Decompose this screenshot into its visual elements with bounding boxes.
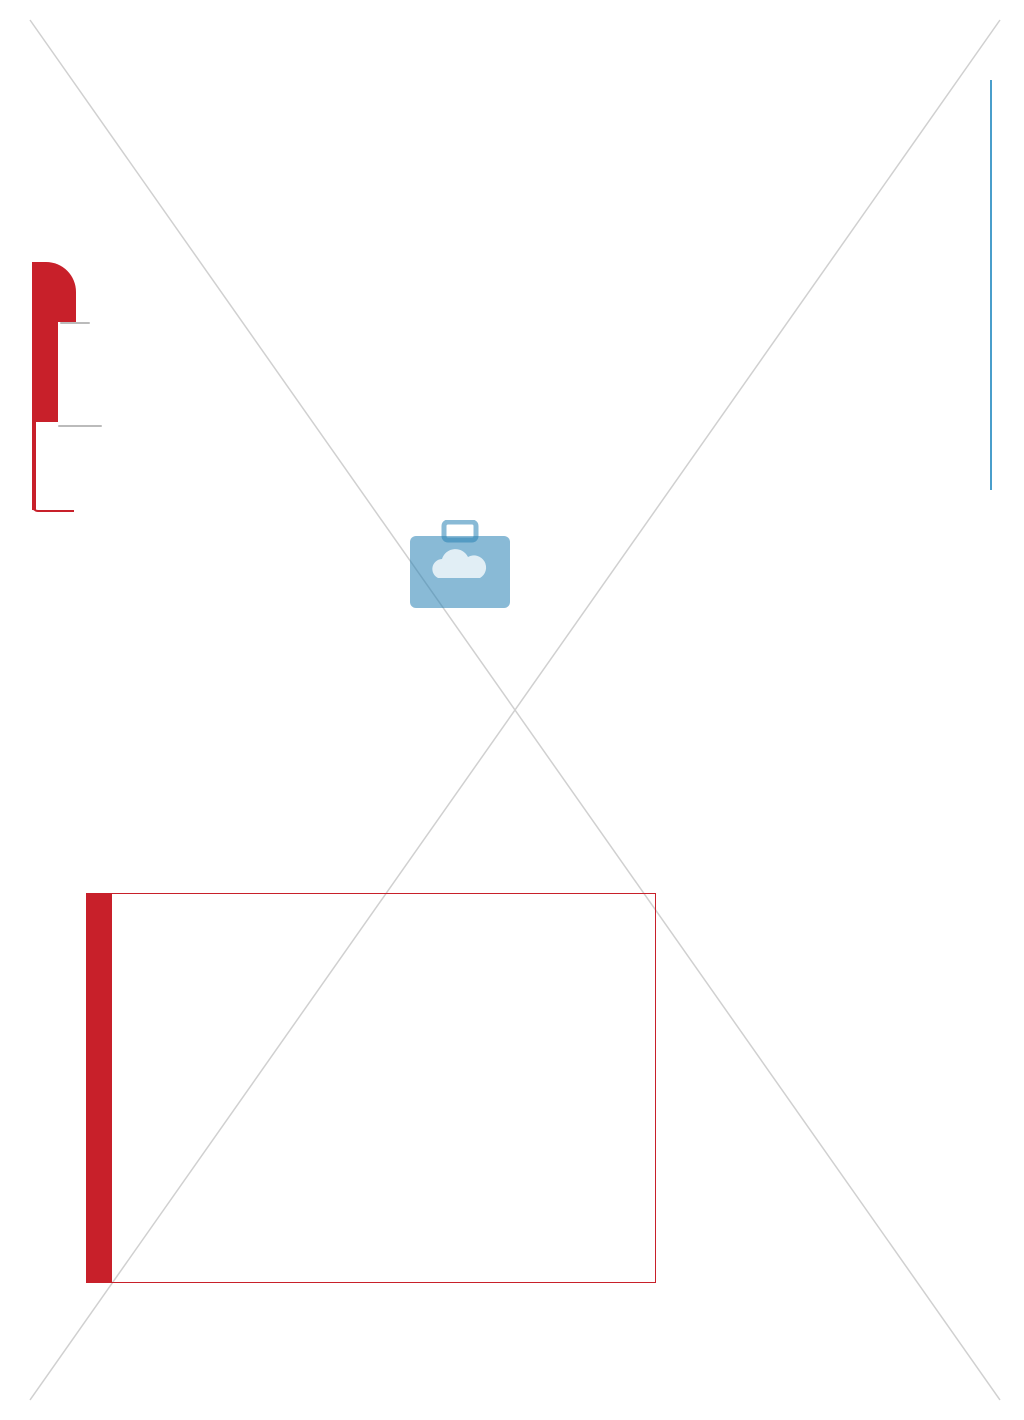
lernjahr-bg — [36, 322, 58, 422]
kompakt-bar — [86, 893, 112, 1282]
kompakt-box — [86, 893, 656, 1283]
klasse-badge — [58, 425, 102, 427]
sidebar-tab-top — [32, 262, 76, 322]
right-section-heading — [682, 862, 922, 882]
lernjahr-badge — [60, 322, 90, 324]
right-edge-line — [990, 80, 992, 490]
briefcase-cloud-icon — [408, 520, 512, 610]
sidebar-tab-bottom — [32, 505, 74, 512]
